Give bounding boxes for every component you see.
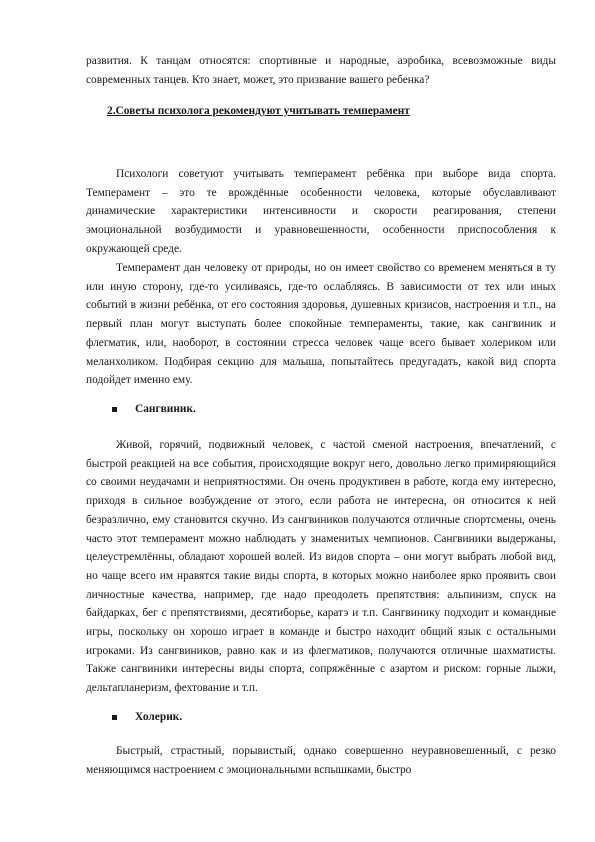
paragraph-temperament-change: Темперамент дан человеку от природы, но он имеет свойство со временем меняться в ту или иную сторону, где-то усиливаясь, где-то ослабляясь. В зависимости от тех или иных событий в жизни ребёнка, от его состояния здоровья, душевных кризисов, настроения и т.п., на первый план могут выступать более спокойные темпераменты, такие, как сангвиник и флегматик, или, наоборот, в состоянии стресса человек чаще всего бывает холериком или меланхоликом. Подбирая секцию для малыша, попытайтесь предугадать, какой вид спорта подойдет именно ему. bbox=[86, 262, 556, 387]
bullet-label-sanguine: Сангвиник. bbox=[135, 403, 196, 415]
section-heading: 2.Советы психолога рекомендуют учитывать темперамент bbox=[107, 105, 410, 117]
bullet-choleric bbox=[112, 708, 183, 726]
square-bullet-icon bbox=[112, 715, 117, 720]
intro-paragraph: развития. К танцам относятся: спортивные и народные, аэробика, всевозможные виды современных танцев. Кто знает, может, это призвание вашего ребенка? bbox=[86, 55, 556, 86]
bullet-sanguine bbox=[112, 400, 196, 418]
paragraph-choleric: Быстрый, страстный, порывистый, однако совершенно неуравновешенный, с резко меняющимся настроением с эмоциональными вспышками, быстро bbox=[86, 745, 556, 776]
bullet-label-choleric: Холерик. bbox=[135, 711, 183, 723]
paragraph-sanguine: Живой, горячий, подвижный человек, с частой сменой настроения, впечатлений, с быстрой реакцией на все события, происходящие вокруг него, довольно легко примиряющийся со своими неудачами и неприятностями. Он очень продуктивен в работе, когда ему интересно, приходя в сильное возбуждение от этого, если работа не интересна, он относится к ней безразлично, ему становится скучно. Из сангвиников получаются отличные спортсмены, очень часто этот темперамент можно наблюдать у знаменитых чемпионов. Сангвиники выдержаны, целеустремлённы, обладают хорошей волей. Из видов спорта – они могут выбрать любой вид, но чаще всего им нравятся такие виды спорта, в которых можно наиболее ярко проявить свои личностные качества, например, где надо преодолеть препятствия: альпинизм, спуск на байдарках, бег с препятствиями, десятиборье, каратэ и т.п. Сангвинику подходит и командные игры, поскольку он хорошо играет в команде и быстро находит общий язык с остальными игроками. Из сангвиников, равно как и из флегматиков, получаются отличные шахматисты. Также сангвиники интересны виды спорта, сопряжённые с азартом и риском: горные лыжи, дельтапланеризм, фехтование и т.п. bbox=[86, 439, 556, 695]
paragraph-temperament-definition: Психологи советуют учитывать темперамент ребёнка при выборе вида спорта. Темперамент – это те врождённые особенности человека, которые обуславливают динамические характеристики интенсивности и скорости реагирования, степени эмоциональной возбудимости и уравновешенности, особенности приспособления к окружающей среде. bbox=[86, 168, 556, 255]
square-bullet-icon bbox=[112, 407, 117, 412]
